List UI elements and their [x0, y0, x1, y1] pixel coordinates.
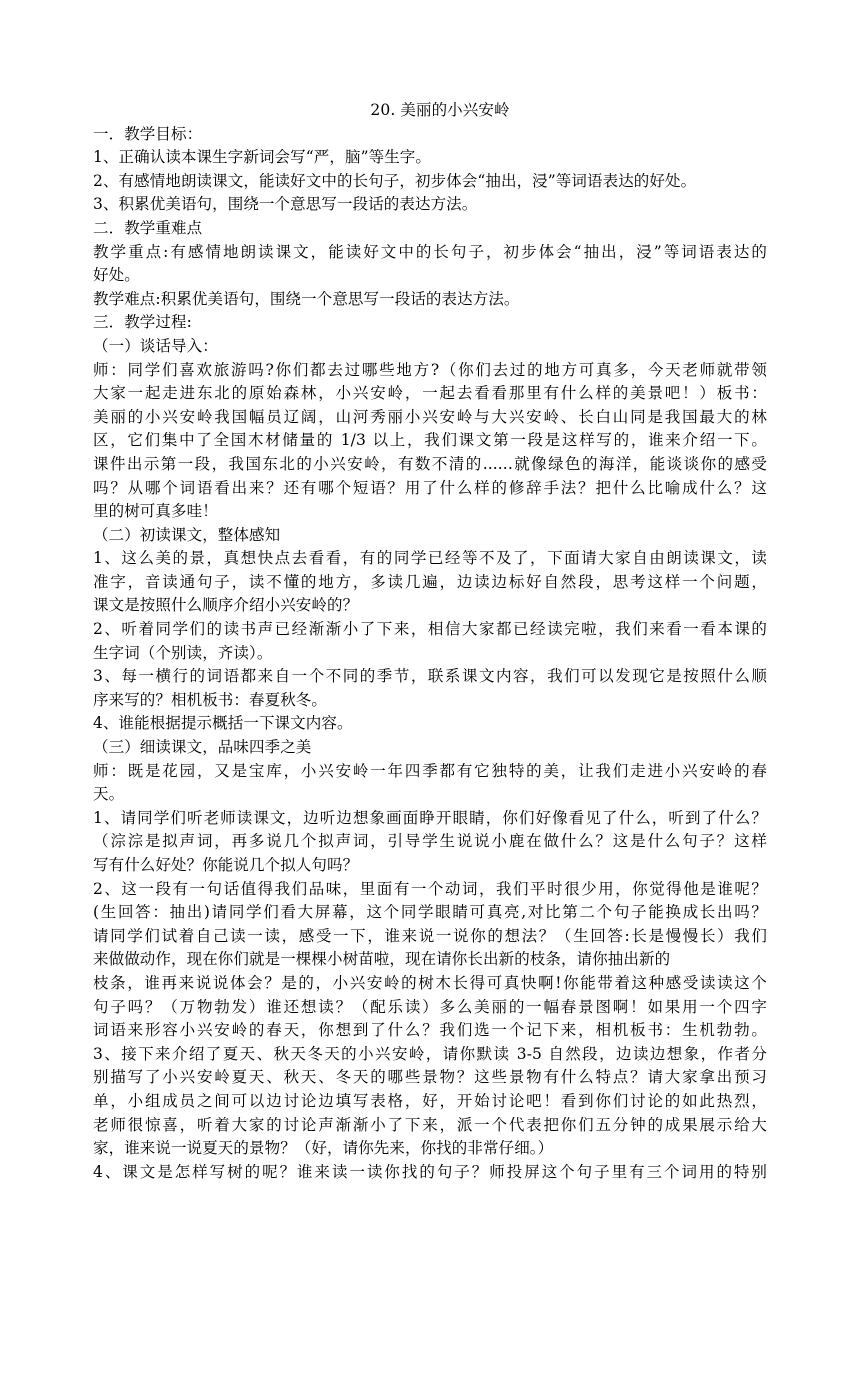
- text-line: 生字词（个别读，齐读）。: [93, 643, 273, 662]
- document-body: [93, 123, 767, 1185]
- text-line: 师：既是花园，又是宝库，小兴安岭一年四季都有它独特的美，让我们走进小兴安岭的春: [93, 761, 767, 780]
- text-line: 三．教学过程:: [93, 313, 192, 332]
- text-line: 天。: [93, 785, 125, 804]
- text-line: 教学重点:有感情地朗读课文，能读好文中的长句子，初步体会“抽出，浸”等词语表达的: [93, 242, 767, 261]
- text-line: 老师很惊喜，听着大家的讨论声渐渐小了下来，派一个代表把你们五分钟的成果展示给大: [93, 1115, 767, 1134]
- text-line: 3、每一横行的词语都来自一个不同的季节，联系课文内容，我们可以发现它是按照什么顺: [93, 667, 767, 686]
- text-line: 词语来形容小兴安岭的春天，你想到了什么？我们选一个记下来，相机板书：生机勃勃。: [93, 1021, 767, 1040]
- text-line: 1、正确认读本课生字新词会写“严，脑”等生字。: [93, 148, 432, 167]
- text-line: 写有什么好处？你能说几个拟人句吗？: [93, 856, 359, 874]
- text-line: 3、积累优美语句，围绕一个意思写一段话的表达方法。: [93, 195, 478, 214]
- text-line: 课件出示第一段，我国东北的小兴安岭，有数不清的......就像绿色的海洋，能谈谈你的感受: [93, 454, 767, 473]
- text-line: 别描写了小兴安岭夏天、秋天、冬天的哪些景物？这些景物有什么特点？请大家拿出预习: [93, 1068, 767, 1087]
- text-line: 美丽的小兴安岭我国幅员辽阔，山河秀丽小兴安岭与大兴安岭、长白山同是我国最大的林: [93, 407, 767, 426]
- text-line: （二）初读课文，整体感知: [93, 525, 281, 544]
- text-line: 吗？从哪个词语看出来？还有哪个短语？用了什么样的修辞手法？把什么比喻成什么？这: [93, 478, 767, 497]
- text-line: 句子吗？（万物勃发）谁还想读？（配乐读）多么美丽的一幅春景图啊！如果用一个四字: [93, 997, 767, 1016]
- document-title: 20. 美丽的小兴安岭: [370, 101, 510, 119]
- text-line: 请同学们试着自己读一读，感受一下，谁来说一说你的想法？（生回答:长是慢慢长）我们: [93, 926, 767, 945]
- document-page: [93, 99, 767, 1184]
- text-line: 准字，音读通句子，读不懂的地方，多读几遍，边读边标好自然段，思考这样一个问题，: [93, 572, 767, 591]
- text-line: 二．教学重难点: [93, 218, 203, 237]
- text-line: 师：同学们喜欢旅游吗?你们都去过哪些地方?（你们去过的地方可真多，今天老师就带领: [93, 360, 767, 379]
- text-line: 2、听着同学们的读书声已经渐渐小了下来，相信大家都已经读完啦，我们来看一看本课的: [93, 620, 767, 639]
- text-line: (生回答：抽出)请同学们看大屏幕，这个同学眼睛可真亮,对比第二个句子能换成长出吗？: [93, 903, 767, 922]
- text-line: 单，小组成员之间可以边讨论边填写表格，好，开始讨论吧！看到你们讨论的如此热烈，: [93, 1091, 767, 1110]
- text-line: 4、谁能根据提示概括一下课文内容。: [93, 714, 353, 733]
- text-line: 一．教学目标：: [93, 124, 203, 143]
- text-line: （一）谈话导入：: [93, 336, 218, 355]
- text-line: （三）细读课文，品味四季之美: [93, 738, 312, 757]
- text-line: 序来写的？相机板书：春夏秋冬。: [93, 690, 328, 709]
- text-line: 里的树可真多哇！: [93, 502, 218, 521]
- text-line: 家，谁来说一说夏天的景物？（好，请你先来，你找的非常仔细。）: [93, 1139, 554, 1158]
- text-line: （淙淙是拟声词，再多说几个拟声词，引导学生说说小鹿在做什么？这是什么句子？这样: [93, 832, 767, 851]
- text-line: 来做做动作，现在你们就是一棵棵小树苗啦，现在请你长出新的枝条，请你抽出新的: [93, 950, 671, 969]
- text-line: 1、这么美的景，真想快点去看看，有的同学已经等不及了，下面请大家自由朗读课文，读: [93, 549, 767, 568]
- text-line: 大家一起走进东北的原始森林，小兴安岭，一起去看看那里有什么样的美景吧！）板书：: [93, 384, 767, 403]
- text-line: 课文是按照什么顺序介绍小兴安岭的？: [93, 596, 359, 615]
- text-line: 枝条，谁再来说说体会？是的，小兴安岭的树木长得可真快啊!你能带着这种感受读读这个: [93, 973, 767, 992]
- text-line: 教学难点:积累优美语句，围绕一个意思写一段话的表达方法。: [93, 289, 520, 308]
- text-line: 好处。: [93, 266, 140, 285]
- text-line: 4、课文是怎样写树的呢？谁来读一读你找的句子？师投屏这个句子里有三个词用的特别: [93, 1162, 767, 1181]
- text-line: 区，它们集中了全国木材储量的 1/3 以上，我们课文第一段是这样写的，谁来介绍一下。: [93, 431, 767, 450]
- text-line: 3、接下来介绍了夏天、秋天冬天的小兴安岭，请你默读 3-5 自然段，边读边想象，作者分: [93, 1044, 767, 1063]
- text-line: 2、有感情地朗读课文，能读好文中的长句子，初步体会“抽出，浸”等词语表达的好处。: [93, 171, 697, 190]
- text-line: 2、这一段有一句话值得我们品味，里面有一个动词，我们平时很少用，你觉得他是谁呢？: [93, 879, 767, 898]
- text-line: 1、请同学们听老师读课文，边听边想象画面睁开眼睛，你们好像看见了什么，听到了什么？: [93, 808, 767, 827]
